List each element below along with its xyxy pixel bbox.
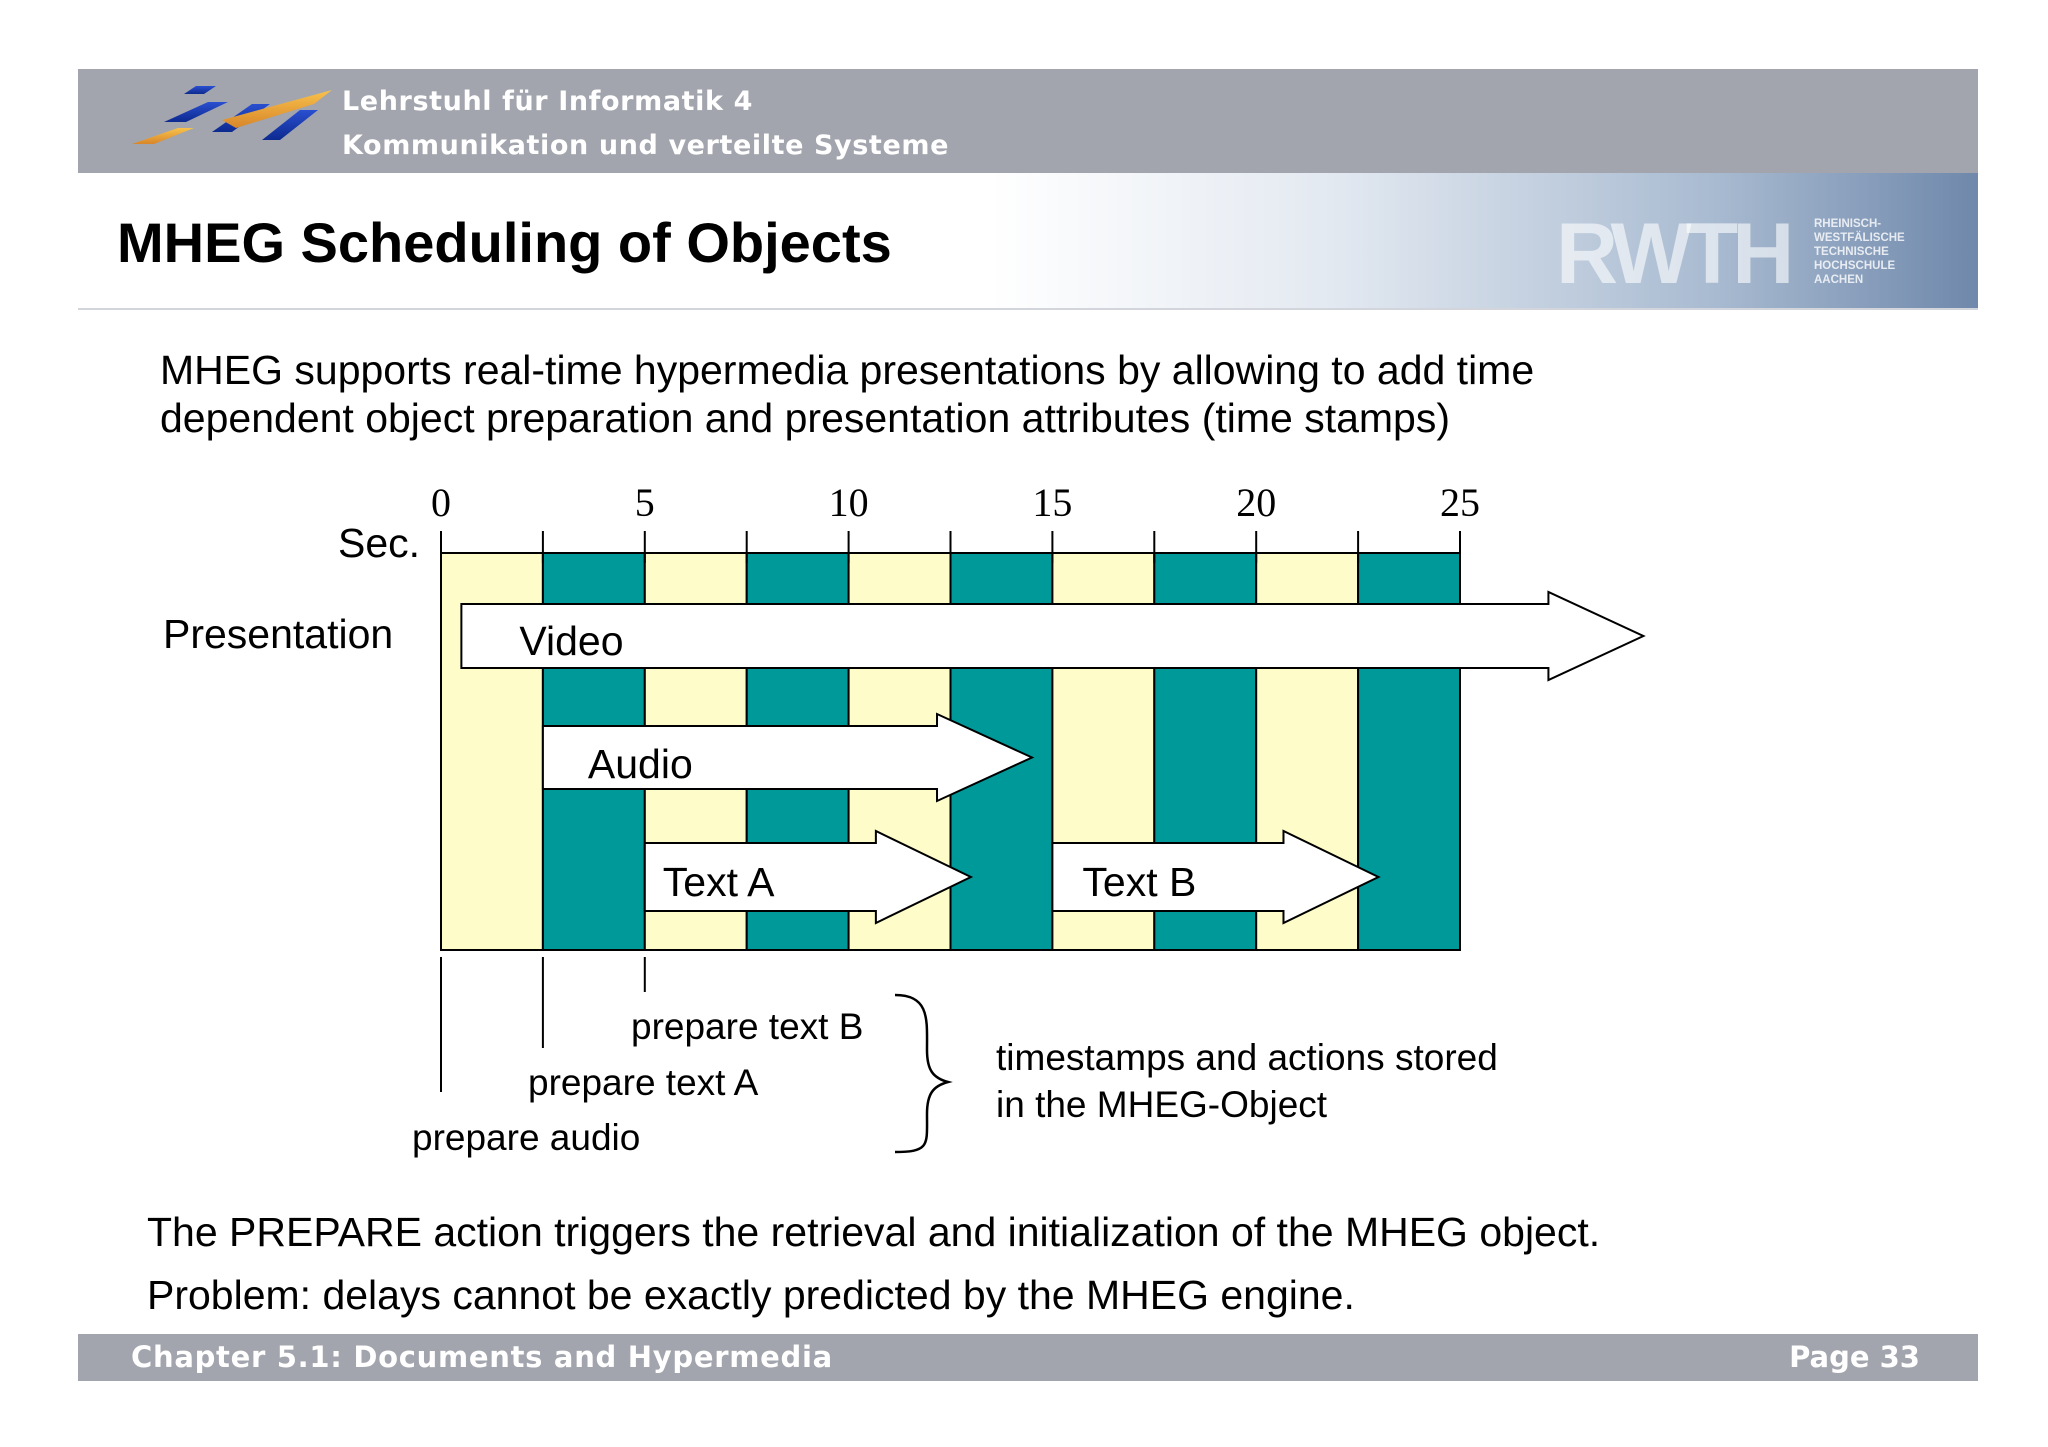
timeline-tick-label-20: 20 — [1236, 480, 1277, 525]
text-b-arrow-label: Text B — [1082, 859, 1197, 905]
timeline-tick-label-0: 0 — [431, 480, 451, 525]
video-arrow-label: Video — [519, 618, 624, 664]
prepare-text-a-label: prepare text A — [528, 1062, 759, 1103]
timeline-tick-label-15: 15 — [1032, 480, 1073, 525]
text-a-arrow-label: Text A — [662, 859, 775, 905]
audio-arrow-label: Audio — [587, 741, 693, 787]
rwth-subtext-4: HOCHSCHULE — [1814, 260, 1896, 272]
header-line-2: Kommunikation und verteilte Systeme — [342, 130, 949, 161]
timeline-tick-label-10: 10 — [828, 480, 869, 525]
presentation-label: Presentation — [163, 611, 394, 657]
footer-chapter: Chapter 5.1: Documents and Hypermedia — [131, 1340, 833, 1374]
axis-unit-label: Sec. — [338, 520, 421, 566]
brace-note-line-1: timestamps and actions stored — [996, 1037, 1498, 1078]
video-arrow — [461, 592, 1643, 680]
intro-line-2: dependent object preparation and presentation attributes (time stamps) — [160, 395, 1450, 441]
brace-note-line-2: in the MHEG-Object — [996, 1084, 1328, 1125]
header-line-1: Lehrstuhl für Informatik 4 — [342, 86, 753, 117]
rwth-subtext-1: RHEINISCH- — [1814, 218, 1882, 230]
rwth-logo-text: RWTH — [1556, 213, 1789, 291]
page-title: MHEG Scheduling of Objects — [117, 211, 892, 274]
rwth-subtext-5: AACHEN — [1814, 274, 1864, 286]
brace — [895, 995, 948, 1152]
prepare-audio-label: prepare audio — [412, 1117, 641, 1158]
footer-page-number: Page 33 — [1789, 1340, 1920, 1374]
rwth-subtext-3: TECHNISCHE — [1814, 246, 1889, 258]
timeline-tick-label-25: 25 — [1440, 480, 1480, 525]
timeline-tick-label-5: 5 — [634, 480, 655, 525]
bottom-line-2: Problem: delays cannot be exactly predicted by the MHEG engine. — [147, 1272, 1355, 1318]
prepare-text-b-label: prepare text B — [631, 1006, 864, 1047]
intro-line-1: MHEG supports real-time hypermedia presentations by allowing to add time — [160, 347, 1535, 393]
rwth-subtext-2: WESTFÄLISCHE — [1814, 232, 1905, 244]
bottom-line-1: The PREPARE action triggers the retrieval and initialization of the MHEG object. — [147, 1209, 1601, 1255]
